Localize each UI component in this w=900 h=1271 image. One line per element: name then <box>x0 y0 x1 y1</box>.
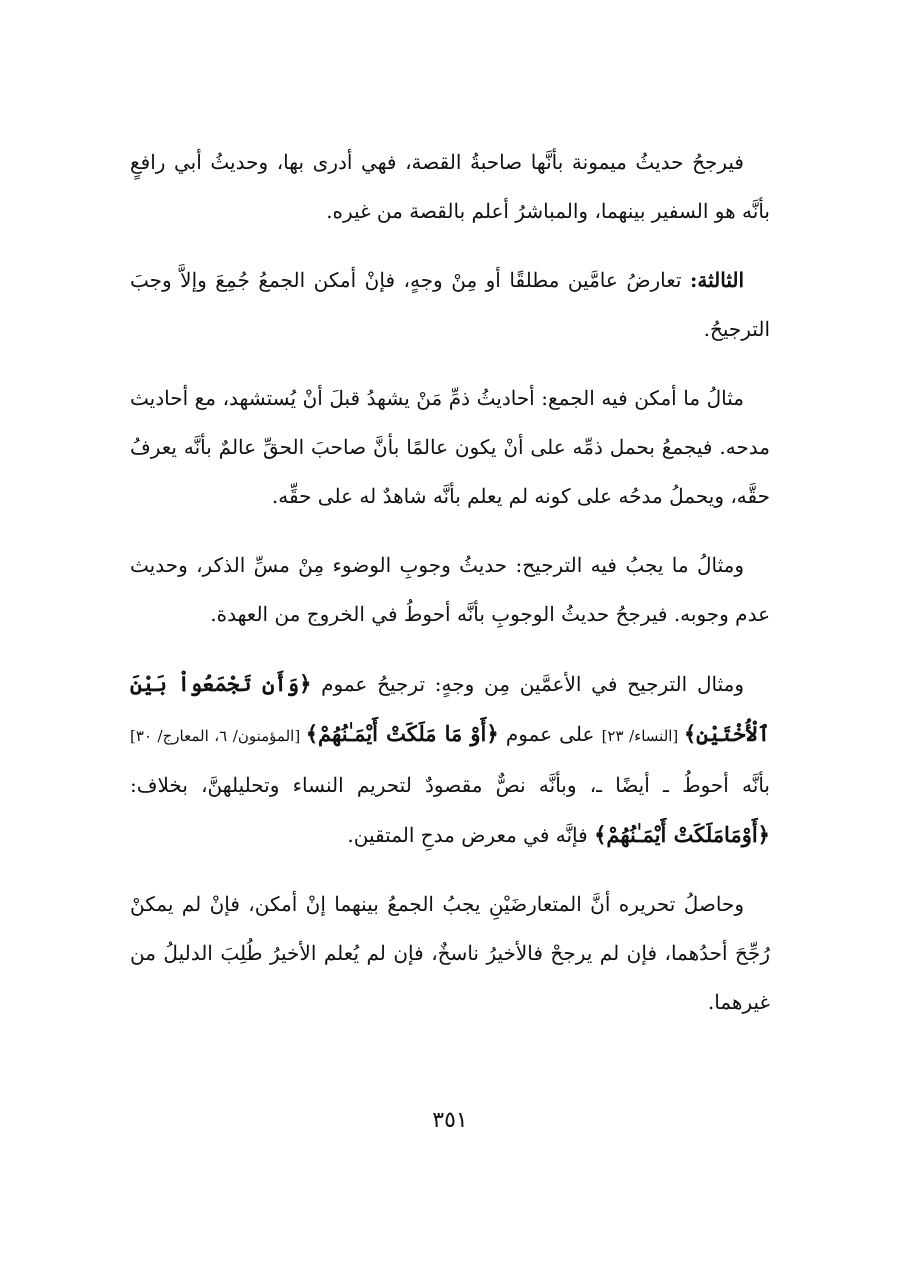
paragraph-5-text-1: ومثال الترجيح في الأعمَّين مِن وجهٍ: ترجيحُ عموم <box>311 672 744 696</box>
page-body <box>130 138 770 1047</box>
paragraph-5-text-2: على عموم <box>498 722 602 746</box>
paragraph-5-text-3: بأنَّه أحوطُ ـ أيضًا ـ، وبأنَّه نصٌّ مقصودٌ لتحريم النساء وتحليلهنَّ، بخلاف: <box>130 773 770 797</box>
verse-reference-1: [النساء/ ٢٣] <box>601 727 684 745</box>
quran-verse-2: ﴿أَوْ مَا مَلَكَتْ أَيْمَـٰنُهُمْ﴾ <box>305 721 499 746</box>
paragraph-6: وحاصلُ تحريره أنَّ المتعارضَيْنِ يجبُ الجمعُ بينهما إنْ أمكن، فإنْ لم يمكنْ رُجِّحَ أحدُهما، فإن لم يرجحْ فالأخيرُ ناسخٌ، فإن لم يُعلم الأخيرُ طُلِبَ الدليلُ من غيرهما. <box>130 892 770 1014</box>
paragraph-2-label: الثالثة: <box>689 268 744 292</box>
quran-verse-1: ﴿وَأَن تَجْمَعُواْ بَيْنَ ٱلْأُخْتَيْنِ﴾ <box>130 671 770 746</box>
paragraph-4: ومثالُ ما يجبُ فيه الترجيح: حديثُ وجوبِ الوضوء مِنْ مسِّ الذكر، وحديث عدم وجوبه. فيرجحُ حديثُ الوجوبِ بأنَّه أحوطُ في الخروج من العهدة. <box>130 553 770 626</box>
verse-reference-2: [المؤمنون/ ٦، المعارج/ ٣٠] <box>130 727 306 745</box>
paragraph-5 <box>130 659 770 860</box>
paragraph-5-text-4: فإنَّه في معرض مدحِ المتقين. <box>347 823 595 847</box>
paragraph-1: فيرجحُ حديثُ ميمونة بأنَّها صاحبةُ القصة، فهي أدرى بها، وحديثُ أبي رافعٍ بأنَّه هو السفير بينهما، والمباشرُ أعلم بالقصة من غيره. <box>130 150 770 223</box>
page-number: ٣٥١ <box>432 1108 468 1133</box>
paragraph-2-text: تعارضُ عامَّين مطلقًا أو مِنْ وجهٍ، فإنْ أمكن الجمعُ جُمِعَ وإلاَّ وجبَ الترجيحُ. <box>130 268 770 341</box>
paragraph-3: مثالُ ما أمكن فيه الجمع: أحاديثُ ذمِّ مَنْ يشهدُ قبلَ أنْ يُستشهد، مع أحاديث مدحه. فيجمعُ بحمل ذمِّه على أنْ يكون عالمًا بأنَّ صاحبَ الحقِّ عالمٌ بأنَّه يعرفُ حقَّه، ويحملُ مدحُه على كونه لم يعلم بأنَّه شاهدٌ له على حقِّه. <box>130 386 770 508</box>
quran-verse-3: ﴿أَوْمَامَلَكَتْ أَيْمَـٰنُهُمْ﴾ <box>594 822 770 847</box>
paragraph-2 <box>130 256 770 354</box>
